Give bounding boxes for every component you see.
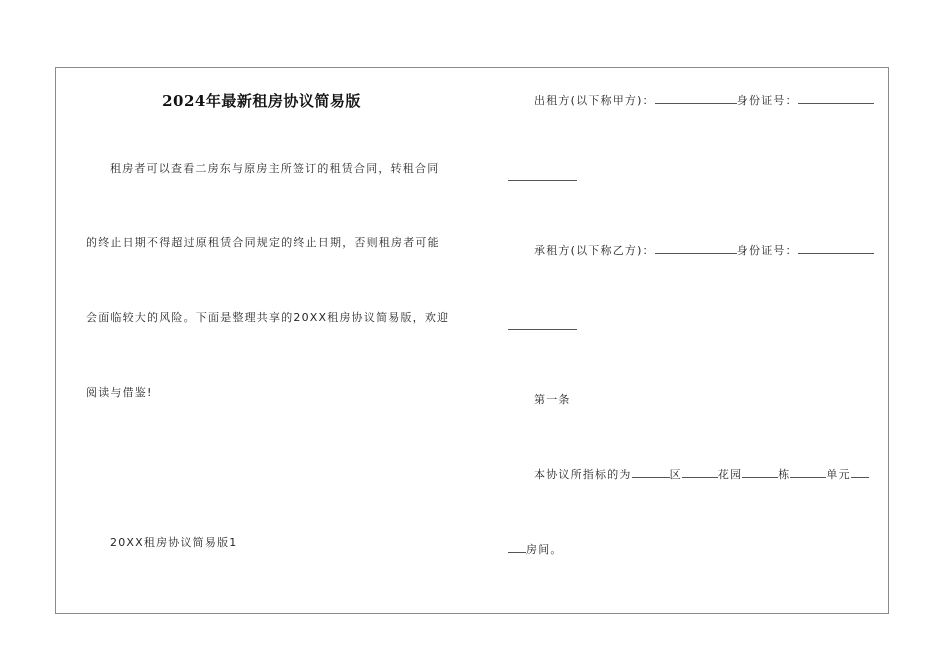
party-a-id-field-continued[interactable] [508, 180, 577, 181]
building-field[interactable] [742, 467, 778, 478]
unit-field[interactable] [790, 467, 826, 478]
party-b-row [534, 243, 874, 258]
intro-line-4: 阅读与借鉴! [86, 386, 153, 399]
party-b-label: 承租方(以下称乙方)： [534, 244, 655, 257]
party-a-row [534, 93, 874, 108]
district-label: 区 [669, 468, 682, 481]
party-b-id-label: 身份证号： [736, 244, 798, 257]
party-a-id-label: 身份证号： [736, 94, 798, 107]
garden-field[interactable] [682, 467, 718, 478]
document-title: 2024年最新租房协议简易版 [162, 92, 361, 110]
unit-number-field[interactable] [851, 467, 869, 478]
intro-line-3: 会面临较大的风险。下面是整理共享的20XX租房协议简易版，欢迎 [86, 311, 450, 324]
party-b-name-field[interactable] [655, 243, 737, 254]
intro-line-2: 的终止日期不得超过原租赁合同规定的终止日期，否则租房者可能 [86, 236, 440, 249]
page-frame [55, 67, 889, 614]
district-field[interactable] [632, 467, 670, 478]
room-label: 房间。 [526, 543, 563, 556]
party-b-id-field-continued[interactable] [508, 329, 577, 330]
party-a-label: 出租方(以下称甲方)： [534, 94, 655, 107]
room-field[interactable] [508, 542, 526, 553]
article-one-clause-cont [508, 542, 563, 557]
building-label: 栋 [778, 468, 791, 481]
intro-line-1: 租房者可以查看二房东与原房主所签订的租赁合同，转租合同 [110, 162, 440, 175]
article-one-heading: 第一条 [534, 393, 571, 406]
party-a-name-field[interactable] [655, 93, 737, 104]
article-one-clause [534, 467, 869, 482]
party-a-id-field[interactable] [798, 93, 874, 104]
clause-prefix: 本协议所指标的为 [534, 468, 632, 481]
party-b-id-field[interactable] [798, 243, 874, 254]
section-heading: 20XX租房协议简易版1 [110, 536, 238, 549]
unit-label: 单元 [826, 468, 851, 481]
garden-label: 花园 [717, 468, 743, 481]
